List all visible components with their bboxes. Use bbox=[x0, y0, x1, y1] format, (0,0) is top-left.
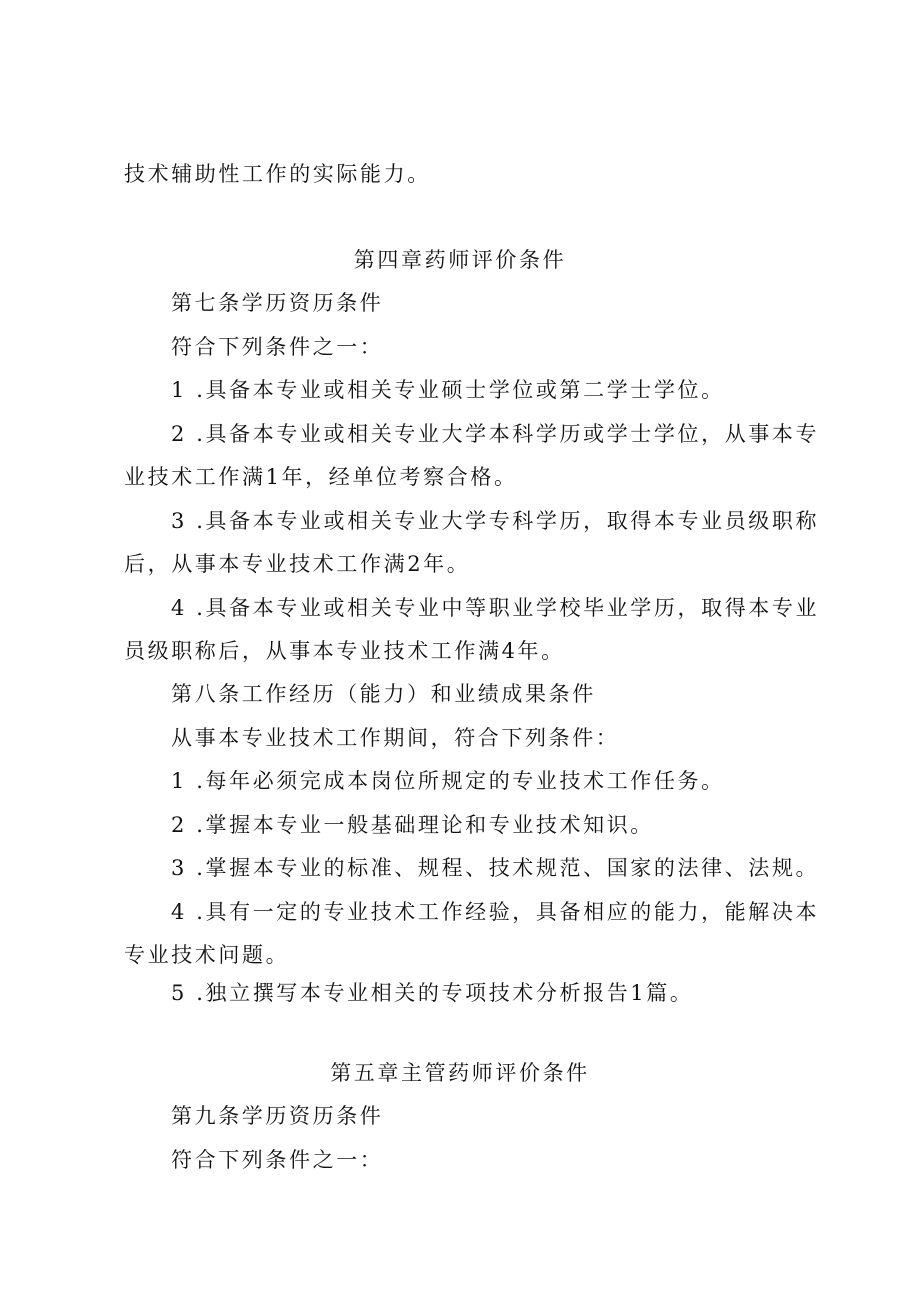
list-item-2: 2 .掌握本专业一般基础理论和专业技术知识。 bbox=[171, 813, 654, 837]
condition-intro: 符合下列条件之一： bbox=[171, 335, 384, 359]
list-item-4-continued: 员级职称后，从事本专业技术工作满4年。 bbox=[124, 639, 565, 663]
list-item-4: 4 .具备本专业或相关专业中等职业学校毕业学历，取得本专业 bbox=[171, 596, 820, 620]
article-nine-heading: 第九条学历资历条件 bbox=[171, 1104, 384, 1128]
list-item-3-continued: 后，从事本专业技术工作满2年。 bbox=[124, 552, 471, 576]
list-item-5: 5 .独立撰写本专业相关的专项技术分析报告1篇。 bbox=[171, 981, 694, 1005]
list-item-4: 4 .具有一定的专业技术工作经验，具备相应的能力，能解决本 bbox=[171, 900, 820, 924]
condition-intro: 符合下列条件之一： bbox=[171, 1148, 384, 1172]
condition-intro: 从事本专业技术工作期间，符合下列条件： bbox=[171, 726, 620, 750]
article-seven-heading: 第七条学历资历条件 bbox=[171, 291, 384, 315]
list-item-3: 3 .具备本专业或相关专业大学专科学历，取得本专业员级职称 bbox=[171, 509, 820, 533]
list-item-1: 1 .每年必须完成本岗位所规定的专业技术工作任务。 bbox=[171, 769, 725, 793]
list-item-4-continued: 专业技术问题。 bbox=[124, 943, 290, 967]
chapter-five-heading: 第五章主管药师评价条件 bbox=[330, 1061, 590, 1085]
list-item-2-continued: 业技术工作满1年，经单位考察合格。 bbox=[124, 465, 518, 489]
list-item-3: 3 .掌握本专业的标准、规程、技术规范、国家的法律、法规。 bbox=[171, 856, 820, 880]
list-item-2: 2 .具备本专业或相关专业大学本科学历或学士学位，从事本专 bbox=[171, 422, 820, 446]
article-eight-heading: 第八条工作经历（能力）和业绩成果条件 bbox=[171, 682, 596, 706]
list-item-1: 1 .具备本专业或相关专业硕士学位或第二学士学位。 bbox=[171, 378, 725, 402]
chapter-four-heading: 第四章药师评价条件 bbox=[353, 248, 567, 272]
continuation-line: 技术辅助性工作的实际能力。 bbox=[124, 162, 431, 186]
